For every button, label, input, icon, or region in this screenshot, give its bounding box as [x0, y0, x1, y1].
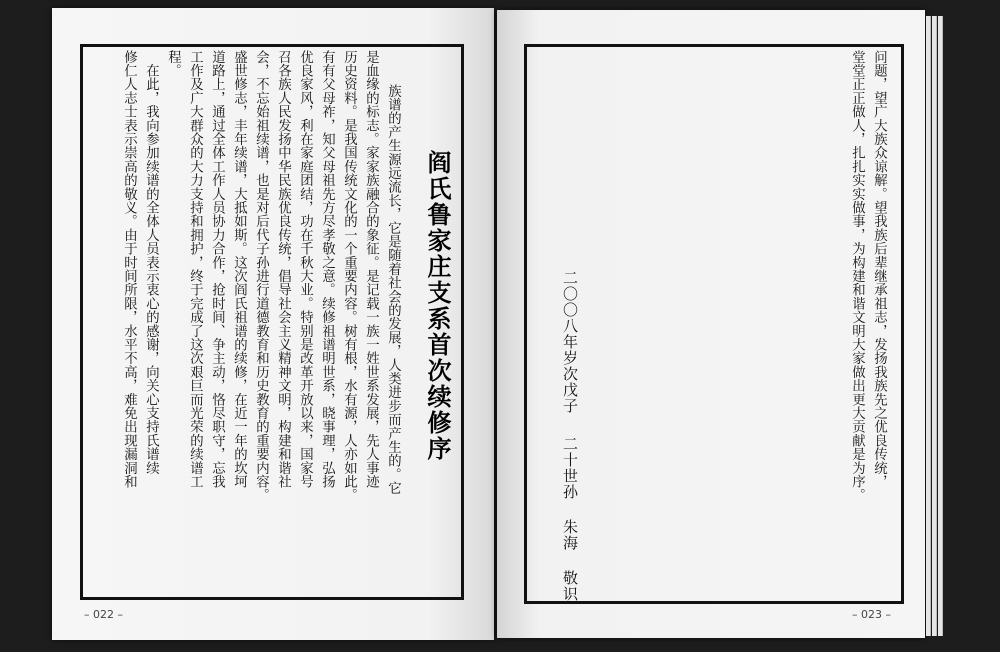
page-number: – 023 –	[852, 608, 891, 621]
page-number: – 022 –	[84, 608, 123, 621]
text-column: 会，不忘始祖续谱，也是对后代子孙进行道德教育和历史教育的重要内容。	[253, 50, 269, 503]
date-line: 二〇〇八年岁次戊子	[561, 270, 579, 414]
page-edge	[938, 16, 943, 636]
text-column: 优良家风，利在家庭团结，功在千秋大业。特别是改革开放以来，国家号	[297, 50, 313, 489]
text-column: 是血缘的标志。家家族融合的象征。是记载一族一姓世系发展，先人事迹	[363, 50, 379, 489]
preface-title: 阎氏鲁家庄支系首次续修序	[423, 150, 452, 462]
text-column: 道路上，通过全体工作人员协力合作，抢时间、争主动，恪尽职守，忘我	[209, 50, 225, 489]
text-column: 历史资料。是我国传统文化的一个重要内容。树有根，水有源，人亦如此。	[341, 50, 357, 503]
page-edge	[932, 16, 937, 636]
text-column: 在此，我向参加续谱的全体人员表示衷心的感谢，向关心支持氏谱续	[143, 50, 159, 475]
right-text-frame	[524, 44, 904, 604]
text-column: 程。	[165, 50, 181, 78]
text-column: 族谱的产生源远流长，它是随着社会的发展，人类进步而产生的。它	[385, 84, 401, 495]
text-column: 工作及广大群众的大力支持和拥护，终于完成了这次艰巨而光荣的续谱工	[187, 50, 203, 489]
text-column: 召各族人民发扬中华民族优良传统，倡导社会主义精神文明，构建和谐社	[275, 50, 291, 489]
text-column: 有有父母祚，知父母祖先方尽孝敬之意。续修祖谱明世系，晓事理，弘扬	[319, 50, 335, 489]
text-column: 修仁人志士表示崇高的敬义。由于时间所限，水平不高，难免出现漏洞和	[121, 50, 137, 489]
page-edge	[926, 16, 931, 636]
text-column: 问题，望广大族众谅解。望我族后辈继承祖志，发扬我族先之优良传统，	[871, 50, 887, 489]
left-text-frame	[80, 44, 464, 600]
text-column: 堂堂正正做人，扎扎实实做事，为构建和谐文明大家做出更大贡献是为序。	[849, 50, 865, 503]
signature: 二十世孙 朱海 敬识	[561, 436, 579, 602]
text-column: 盛世修志，丰年续谱，大抵如斯。这次阎氏祖谱的续修，在近一年的坎坷	[231, 50, 247, 489]
